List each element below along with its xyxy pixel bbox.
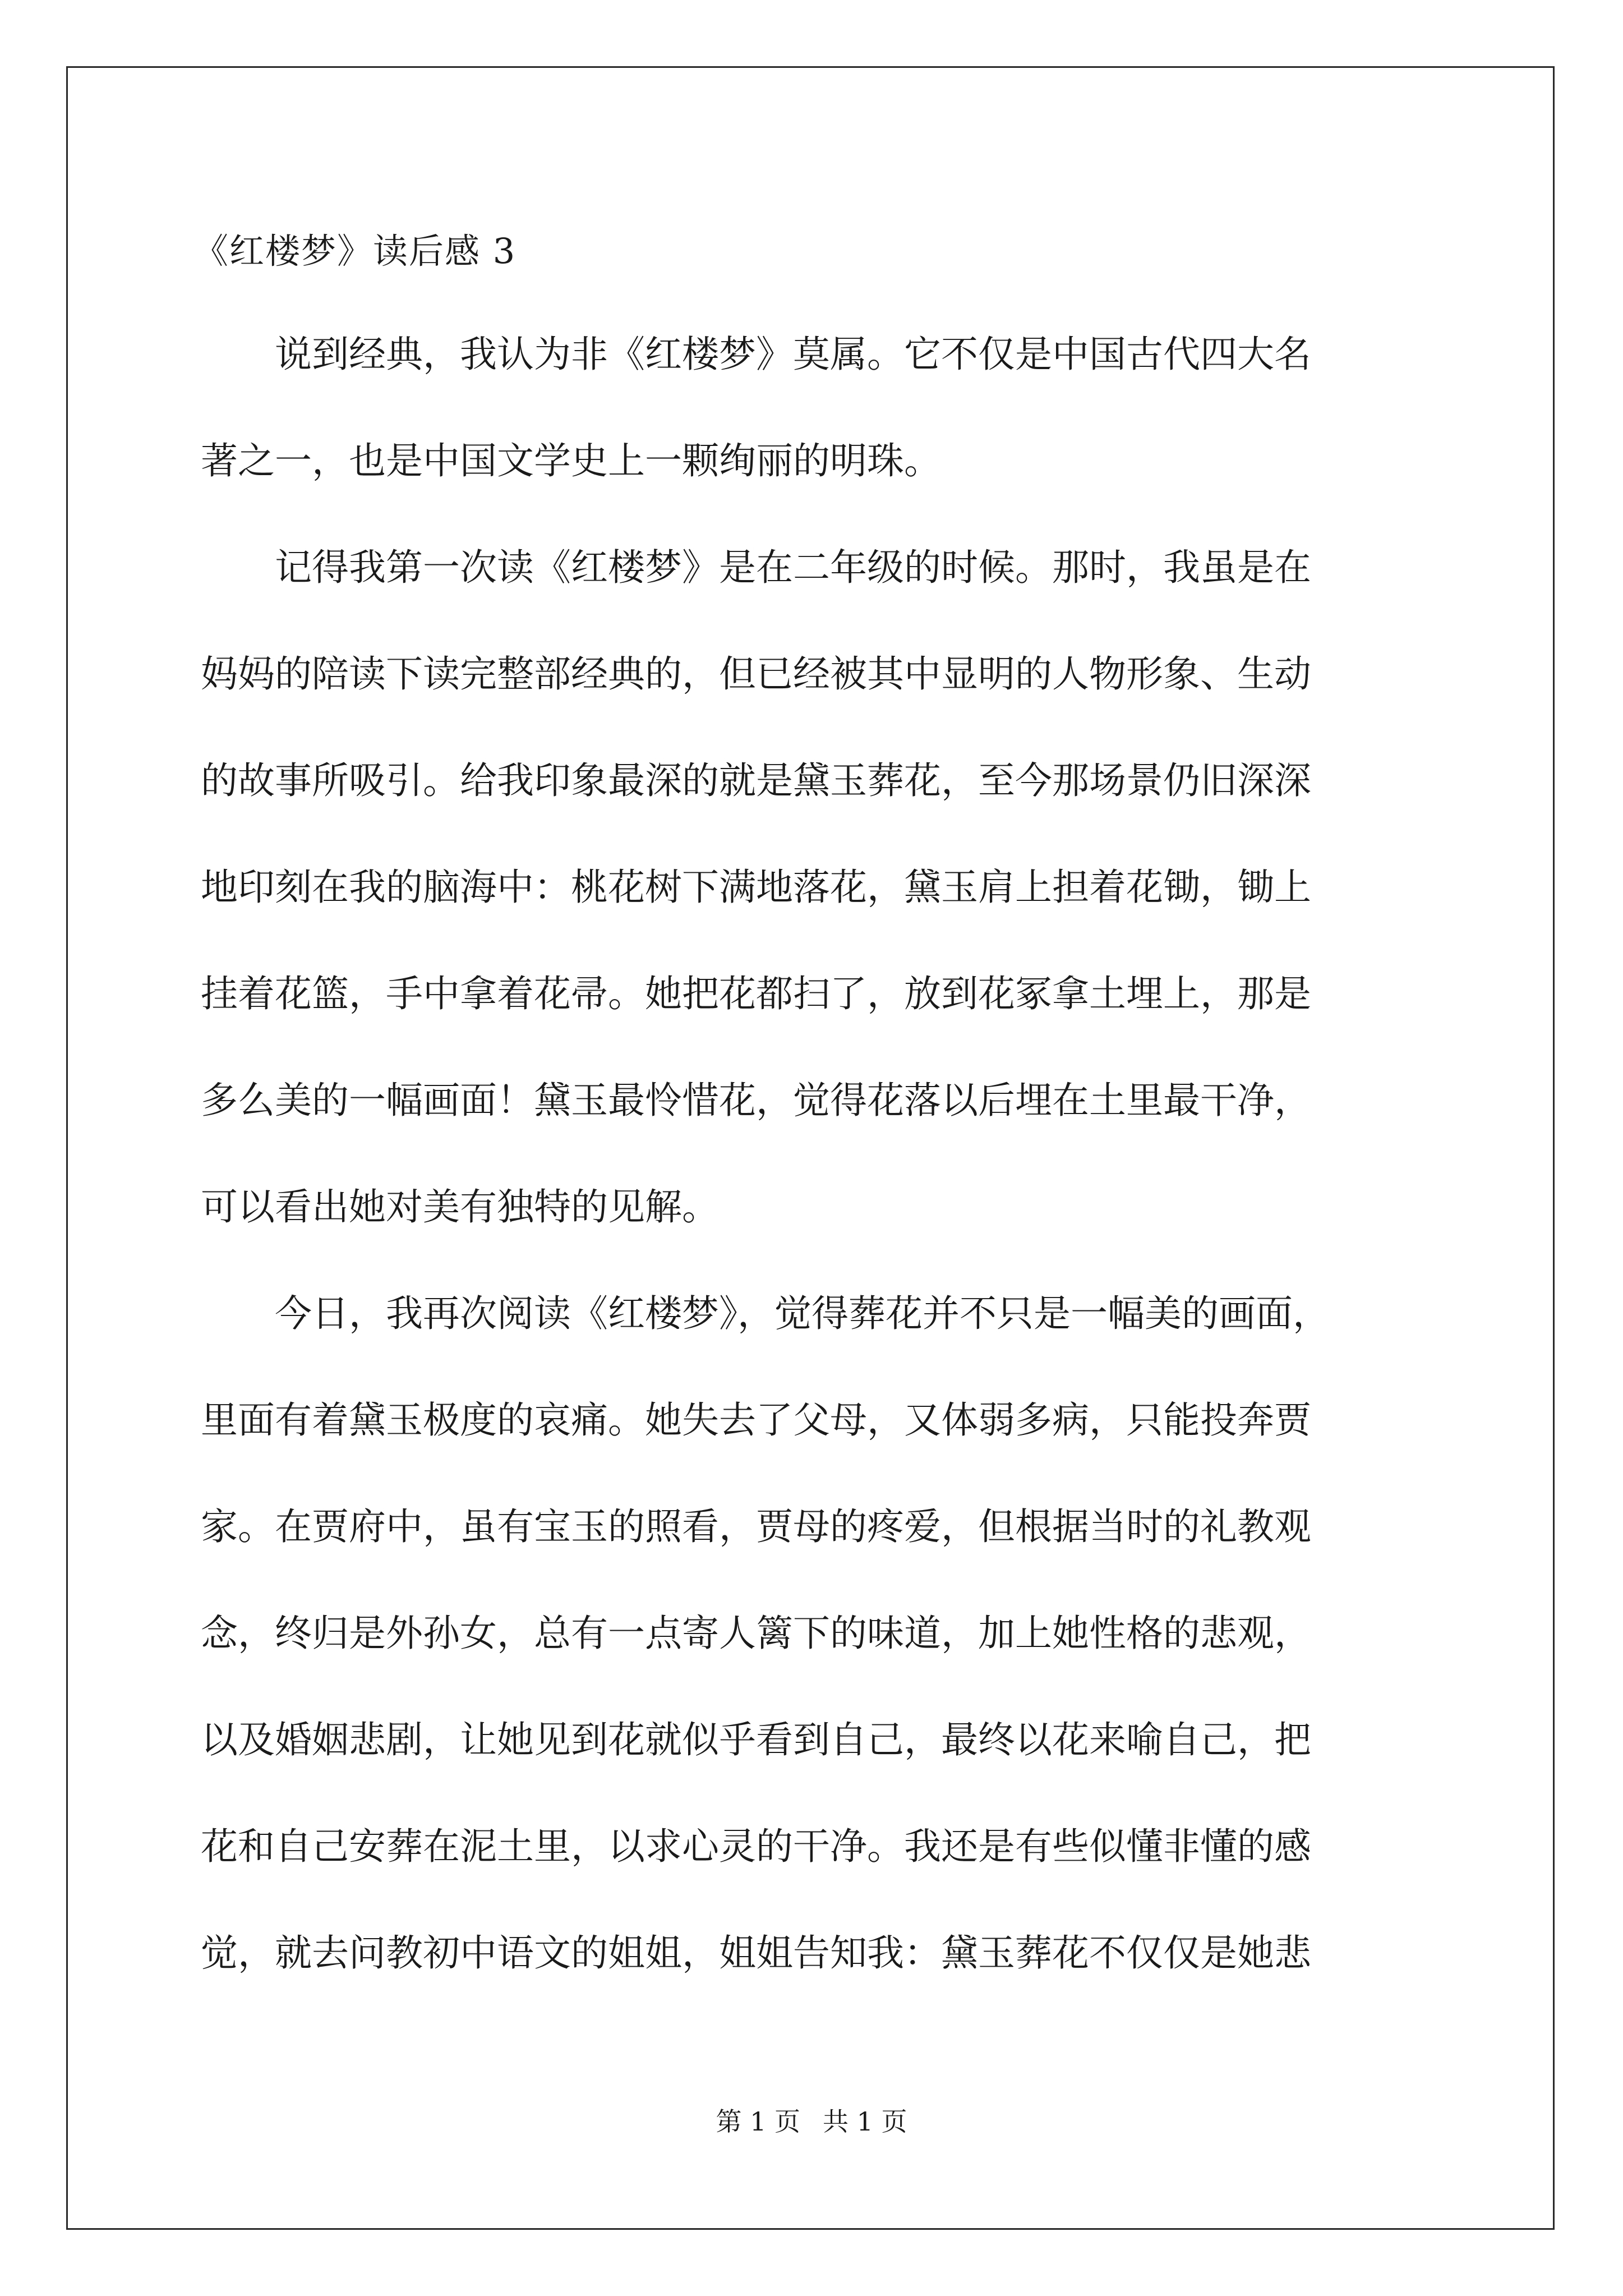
body-line: 觉，就去问教初中语文的姐姐，姐姐告知我：黛玉葬花不仅仅是她悲 [201, 1931, 1311, 1975]
body-line: 说到经典，我认为非《红楼梦》莫属。它不仅是中国古代四大名 [201, 333, 1311, 376]
body-line: 可以看出她对美有独特的见解。 [201, 1185, 719, 1228]
page-border [66, 66, 1555, 2230]
body-line: 著之一，也是中国文学史上一颗绚丽的明珠。 [201, 439, 941, 482]
page-total: 共 1 页 [823, 2106, 907, 2137]
body-line: 妈妈的陪读下读完整部经典的，但已经被其中显明的人物形象、生动 [201, 652, 1311, 696]
body-line: 多么美的一幅画面！黛玉最怜惜花，觉得花落以后埋在土里最干净， [201, 1079, 1311, 1122]
body-line: 记得我第一次读《红楼梦》是在二年级的时候。那时，我虽是在 [201, 546, 1311, 589]
document-title: 《红楼梦》读后感 3 [193, 231, 517, 272]
body-line: 花和自己安葬在泥土里，以求心灵的干净。我还是有些似懂非懂的感 [201, 1825, 1311, 1868]
body-line: 里面有着黛玉极度的哀痛。她失去了父母，又体弱多病，只能投奔贾 [201, 1398, 1311, 1442]
body-line: 以及婚姻悲剧，让她见到花就似乎看到自己，最终以花来喻自己，把 [201, 1718, 1311, 1761]
body-line: 今日，我再次阅读《红楼梦》，觉得葬花并不只是一幅美的画面， [201, 1292, 1330, 1335]
page-number: 第 1 页 [716, 2106, 800, 2137]
body-line: 家。在贾府中，虽有宝玉的照看，贾母的疼爱，但根据当时的礼教观 [201, 1505, 1311, 1548]
body-line: 念，终归是外孙女，总有一点寄人篱下的味道，加上她性格的悲观， [201, 1612, 1311, 1655]
body-line: 的故事所吸引。给我印象最深的就是黛玉葬花，至今那场景仍旧深深 [201, 759, 1311, 802]
body-line: 挂着花篮，手中拿着花帚。她把花都扫了，放到花冢拿土埋上，那是 [201, 972, 1311, 1015]
body-line: 地印刻在我的脑海中：桃花树下满地落花，黛玉肩上担着花锄，锄上 [201, 866, 1311, 909]
page-footer [0, 2105, 1623, 2138]
